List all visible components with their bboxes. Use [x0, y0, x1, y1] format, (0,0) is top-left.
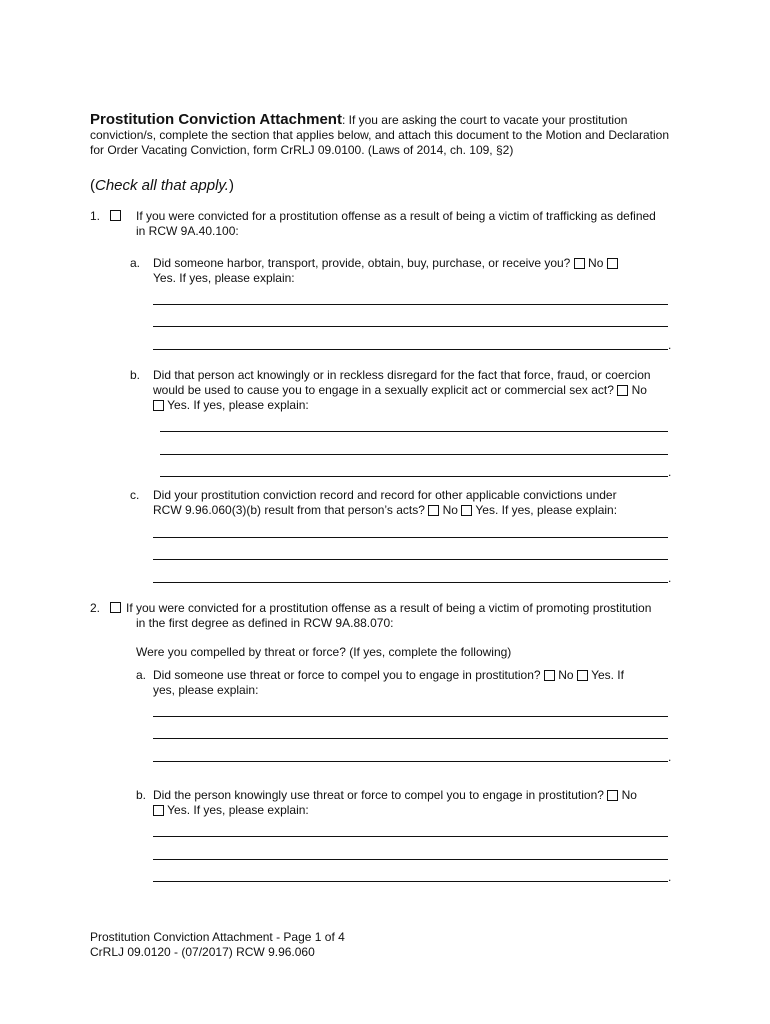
question-2a [153, 668, 624, 683]
question-2b-no-checkbox[interactable] [607, 790, 618, 801]
question-2b-no-label: No [621, 788, 637, 802]
footer-form-code: CrRLJ 09.0120 - (07/2017) RCW 9.96.060 [90, 945, 315, 959]
section-1-checkbox[interactable] [110, 210, 121, 221]
answer-line-2a-3[interactable] [153, 761, 668, 762]
question-1a [153, 256, 618, 271]
answer-line-1a-2[interactable] [153, 326, 668, 327]
page-footer [90, 930, 345, 960]
question-1b-letter: b. [130, 368, 141, 382]
question-2a-no-label: No [558, 668, 574, 682]
intro-paragraph [90, 112, 670, 158]
question-2b-letter: b. [136, 788, 147, 802]
answer-line-1a-1[interactable] [153, 304, 668, 305]
answer-line-1c-1[interactable] [153, 537, 668, 538]
question-1a-letter: a. [130, 256, 141, 270]
question-1c-text-1: Did your prostitution conviction record and record for other applicable convictions under [153, 488, 617, 502]
question-2b-yes [153, 803, 309, 818]
page-title: Prostitution Conviction Attachment [90, 111, 342, 128]
question-2a-no-checkbox[interactable] [544, 670, 555, 681]
question-1b-yes [153, 398, 309, 413]
answer-line-1c-2[interactable] [153, 559, 668, 560]
question-1c-yes-checkbox[interactable] [461, 505, 472, 516]
compelled-question: Were you compelled by threat or force? (If yes, complete the following) [136, 645, 512, 659]
question-2a-yes-label: Yes. If [591, 668, 624, 682]
question-1b-no-label: No [631, 383, 647, 397]
question-2a-yes-checkbox[interactable] [577, 670, 588, 681]
question-2b [153, 788, 637, 803]
question-2a-letter: a. [136, 668, 147, 682]
question-2b-yes-label: Yes. If yes, please explain: [167, 803, 309, 817]
intro-text: : If you are asking the court to vacate your prostitution conviction/s, complete the section that applies below, and attach this document to the Motion and Declaration for Order Vacating Conviction, form CrRLJ 09.0100. (Laws of 2014, ch. 109, §2) [90, 113, 670, 157]
question-1b-no-checkbox[interactable] [617, 385, 628, 396]
question-1a-yes-checkbox[interactable] [607, 258, 618, 269]
question-1c-no-label: No [442, 503, 458, 517]
answer-line-1b-1[interactable] [160, 431, 668, 432]
question-1b-yes-checkbox[interactable] [153, 400, 164, 411]
period-mark: . [668, 465, 672, 479]
answer-line-1b-2[interactable] [160, 454, 668, 455]
question-1b-text-1: Did that person act knowingly or in reckless disregard for the fact that force, fraud, or coercion [153, 368, 651, 382]
question-1c-letter: c. [130, 488, 140, 502]
footer-page-label: Prostitution Conviction Attachment - Page 1 of 4 [90, 930, 345, 944]
period-mark: . [668, 571, 672, 585]
question-2a-text: Did someone use threat or force to compel you to engage in prostitution? [153, 668, 541, 682]
section-2-checkbox[interactable] [110, 602, 121, 613]
section-1-number: 1. [90, 209, 101, 223]
question-2b-text: Did the person knowingly use threat or force to compel you to engage in prostitution? [153, 788, 604, 802]
instruction-text: Check all that apply. [95, 177, 229, 194]
answer-line-1b-3[interactable] [160, 476, 668, 477]
answer-line-2a-1[interactable] [153, 716, 668, 717]
question-1a-text: Did someone harbor, transport, provide, obtain, buy, purchase, or receive you? [153, 256, 571, 270]
question-1b-yes-label: Yes. If yes, please explain: [167, 398, 309, 412]
question-1a-no-checkbox[interactable] [574, 258, 585, 269]
answer-line-1c-3[interactable] [153, 582, 668, 583]
question-1a-no-label: No [588, 256, 604, 270]
question-1c-yes-label: Yes. If yes, please explain: [475, 503, 618, 517]
period-mark: . [668, 750, 672, 764]
question-2b-yes-checkbox[interactable] [153, 805, 164, 816]
section-1-text: If you were convicted for a prostitution offense as a result of being a victim of trafficking as defined in RCW 9A.40.100: [136, 209, 656, 238]
answer-line-2b-3[interactable] [153, 881, 668, 882]
question-1a-yes-label: Yes. If yes, please explain: [153, 271, 295, 285]
question-1b [153, 383, 647, 398]
period-mark: . [668, 338, 672, 352]
question-2a-text-2: yes, please explain: [153, 683, 259, 697]
section-2-text-1: If you were convicted for a prostitution offense as a result of being a victim of promoting prostitution [126, 601, 652, 615]
question-1c-no-checkbox[interactable] [428, 505, 439, 516]
question-1b-text-2: would be used to cause you to engage in a sexually explicit act or commercial sex act? [153, 383, 614, 397]
question-1c-text-2: RCW 9.96.060(3)(b) result from that person’s acts? [153, 503, 425, 517]
answer-line-2b-1[interactable] [153, 836, 668, 837]
answer-line-2b-2[interactable] [153, 859, 668, 860]
section-2-text-2: in the first degree as defined in RCW 9A.88.070: [136, 616, 394, 630]
answer-line-2a-2[interactable] [153, 738, 668, 739]
section-2-number: 2. [90, 601, 101, 615]
period-mark: . [668, 870, 672, 884]
answer-line-1a-3[interactable] [153, 349, 668, 350]
instruction: (Check all that apply.) [90, 177, 234, 194]
question-1c [153, 503, 617, 518]
